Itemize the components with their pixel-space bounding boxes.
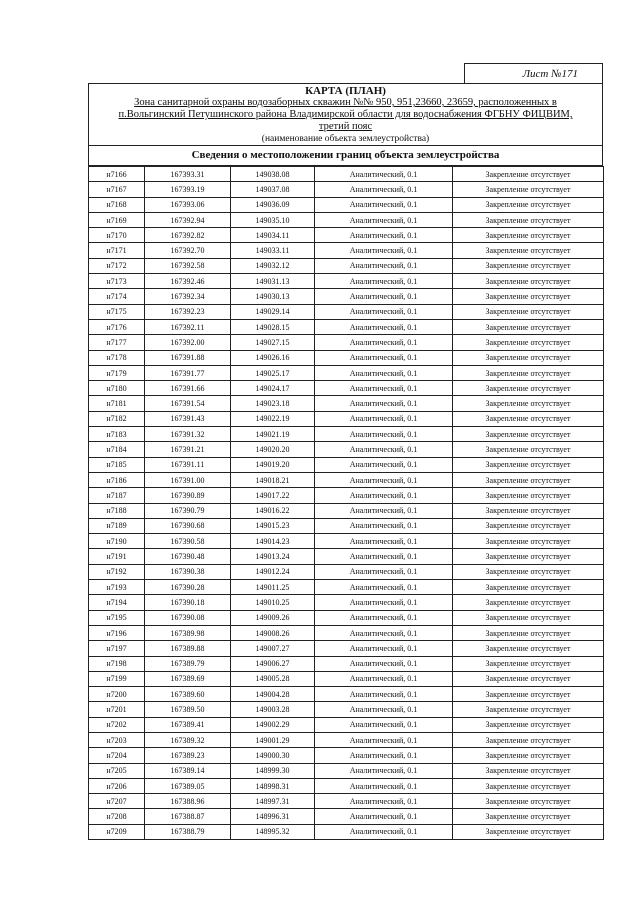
x-coordinate-cell: 167389.23 [145, 748, 231, 763]
method-accuracy-cell: Аналитический, 0.1 [315, 396, 453, 411]
x-coordinate-cell: 167389.98 [145, 625, 231, 640]
marking-description-cell: Закрепление отсутствует [453, 442, 604, 457]
table-row [89, 457, 604, 472]
table-row [89, 549, 604, 564]
x-coordinate-cell: 167390.38 [145, 564, 231, 579]
y-coordinate-cell: 149017.22 [231, 488, 315, 503]
y-coordinate-cell: 148998.31 [231, 778, 315, 793]
point-name-cell: н7185 [89, 457, 145, 472]
x-coordinate-cell: 167389.88 [145, 641, 231, 656]
method-accuracy-cell: Аналитический, 0.1 [315, 549, 453, 564]
sheet-number: Лист №171 [464, 63, 603, 84]
point-name-cell: н7168 [89, 197, 145, 212]
point-name-cell: н7205 [89, 763, 145, 778]
y-coordinate-cell: 149023.18 [231, 396, 315, 411]
marking-description-cell: Закрепление отсутствует [453, 778, 604, 793]
method-accuracy-cell: Аналитический, 0.1 [315, 167, 453, 182]
point-name-cell: н7203 [89, 732, 145, 747]
table-row [89, 625, 604, 640]
marking-description-cell: Закрепление отсутствует [453, 702, 604, 717]
y-coordinate-cell: 149002.29 [231, 717, 315, 732]
marking-description-cell: Закрепление отсутствует [453, 335, 604, 350]
method-accuracy-cell: Аналитический, 0.1 [315, 641, 453, 656]
y-coordinate-cell: 149016.22 [231, 503, 315, 518]
x-coordinate-cell: 167391.54 [145, 396, 231, 411]
point-name-cell: н7183 [89, 427, 145, 442]
table-row [89, 641, 604, 656]
point-name-cell: н7170 [89, 228, 145, 243]
y-coordinate-cell: 149007.27 [231, 641, 315, 656]
table-row [89, 809, 604, 824]
table-row [89, 228, 604, 243]
method-accuracy-cell: Аналитический, 0.1 [315, 411, 453, 426]
y-coordinate-cell: 149031.13 [231, 274, 315, 289]
marking-description-cell: Закрепление отсутствует [453, 197, 604, 212]
marking-description-cell: Закрепление отсутствует [453, 625, 604, 640]
method-accuracy-cell: Аналитический, 0.1 [315, 580, 453, 595]
point-name-cell: н7188 [89, 503, 145, 518]
point-name-cell: н7173 [89, 274, 145, 289]
y-coordinate-cell: 149018.21 [231, 472, 315, 487]
x-coordinate-cell: 167389.79 [145, 656, 231, 671]
table-row [89, 212, 604, 227]
y-coordinate-cell: 149001.29 [231, 732, 315, 747]
x-coordinate-cell: 167391.21 [145, 442, 231, 457]
method-accuracy-cell: Аналитический, 0.1 [315, 702, 453, 717]
y-coordinate-cell: 149035.10 [231, 212, 315, 227]
y-coordinate-cell: 149038.08 [231, 167, 315, 182]
method-accuracy-cell: Аналитический, 0.1 [315, 182, 453, 197]
method-accuracy-cell: Аналитический, 0.1 [315, 304, 453, 319]
table-row [89, 319, 604, 334]
marking-description-cell: Закрепление отсутствует [453, 748, 604, 763]
point-name-cell: н7194 [89, 595, 145, 610]
y-coordinate-cell: 149024.17 [231, 381, 315, 396]
method-accuracy-cell: Аналитический, 0.1 [315, 289, 453, 304]
table-row [89, 350, 604, 365]
point-name-cell: н7196 [89, 625, 145, 640]
y-coordinate-cell: 149036.09 [231, 197, 315, 212]
method-accuracy-cell: Аналитический, 0.1 [315, 212, 453, 227]
y-coordinate-cell: 149003.28 [231, 702, 315, 717]
marking-description-cell: Закрепление отсутствует [453, 534, 604, 549]
method-accuracy-cell: Аналитический, 0.1 [315, 319, 453, 334]
table-row [89, 518, 604, 533]
document-title: КАРТА (ПЛАН) [305, 85, 386, 97]
table-row [89, 748, 604, 763]
point-name-cell: н7200 [89, 687, 145, 702]
method-accuracy-cell: Аналитический, 0.1 [315, 228, 453, 243]
marking-description-cell: Закрепление отсутствует [453, 595, 604, 610]
point-name-cell: н7197 [89, 641, 145, 656]
point-name-cell: н7208 [89, 809, 145, 824]
table-row [89, 656, 604, 671]
table-row [89, 732, 604, 747]
x-coordinate-cell: 167390.79 [145, 503, 231, 518]
x-coordinate-cell: 167393.31 [145, 167, 231, 182]
marking-description-cell: Закрепление отсутствует [453, 381, 604, 396]
point-name-cell: н7180 [89, 381, 145, 396]
marking-description-cell: Закрепление отсутствует [453, 243, 604, 258]
method-accuracy-cell: Аналитический, 0.1 [315, 488, 453, 503]
x-coordinate-cell: 167389.60 [145, 687, 231, 702]
y-coordinate-cell: 149034.11 [231, 228, 315, 243]
marking-description-cell: Закрепление отсутствует [453, 824, 604, 839]
x-coordinate-cell: 167390.89 [145, 488, 231, 503]
x-coordinate-cell: 167393.06 [145, 197, 231, 212]
method-accuracy-cell: Аналитический, 0.1 [315, 457, 453, 472]
point-name-cell: н7193 [89, 580, 145, 595]
marking-description-cell: Закрепление отсутствует [453, 687, 604, 702]
marking-description-cell: Закрепление отсутствует [453, 274, 604, 289]
method-accuracy-cell: Аналитический, 0.1 [315, 809, 453, 824]
y-coordinate-cell: 149004.28 [231, 687, 315, 702]
method-accuracy-cell: Аналитический, 0.1 [315, 794, 453, 809]
x-coordinate-cell: 167389.41 [145, 717, 231, 732]
method-accuracy-cell: Аналитический, 0.1 [315, 243, 453, 258]
x-coordinate-cell: 167391.77 [145, 365, 231, 380]
boundary-points-table [88, 166, 604, 840]
x-coordinate-cell: 167393.19 [145, 182, 231, 197]
marking-description-cell: Закрепление отсутствует [453, 411, 604, 426]
point-name-cell: н7182 [89, 411, 145, 426]
marking-description-cell: Закрепление отсутствует [453, 304, 604, 319]
table-row [89, 763, 604, 778]
method-accuracy-cell: Аналитический, 0.1 [315, 258, 453, 273]
x-coordinate-cell: 167392.00 [145, 335, 231, 350]
x-coordinate-cell: 167392.82 [145, 228, 231, 243]
marking-description-cell: Закрепление отсутствует [453, 319, 604, 334]
x-coordinate-cell: 167389.69 [145, 671, 231, 686]
point-name-cell: н7171 [89, 243, 145, 258]
marking-description-cell: Закрепление отсутствует [453, 289, 604, 304]
table-row [89, 488, 604, 503]
y-coordinate-cell: 149019.20 [231, 457, 315, 472]
point-name-cell: н7204 [89, 748, 145, 763]
table-row [89, 534, 604, 549]
table-row [89, 289, 604, 304]
table-row [89, 503, 604, 518]
y-coordinate-cell: 149029.14 [231, 304, 315, 319]
method-accuracy-cell: Аналитический, 0.1 [315, 442, 453, 457]
object-caption: (наименование объекта землеустройства) [261, 134, 430, 144]
point-name-cell: н7209 [89, 824, 145, 839]
table-row [89, 564, 604, 579]
table-row [89, 381, 604, 396]
marking-description-cell: Закрепление отсутствует [453, 472, 604, 487]
method-accuracy-cell: Аналитический, 0.1 [315, 748, 453, 763]
method-accuracy-cell: Аналитический, 0.1 [315, 687, 453, 702]
table-row [89, 411, 604, 426]
x-coordinate-cell: 167391.66 [145, 381, 231, 396]
point-name-cell: н7179 [89, 365, 145, 380]
table-row [89, 442, 604, 457]
marking-description-cell: Закрепление отсутствует [453, 564, 604, 579]
point-name-cell: н7198 [89, 656, 145, 671]
y-coordinate-cell: 149037.08 [231, 182, 315, 197]
y-coordinate-cell: 149027.15 [231, 335, 315, 350]
marking-description-cell: Закрепление отсутствует [453, 717, 604, 732]
y-coordinate-cell: 149025.17 [231, 365, 315, 380]
table-row [89, 396, 604, 411]
marking-description-cell: Закрепление отсутствует [453, 258, 604, 273]
x-coordinate-cell: 167388.79 [145, 824, 231, 839]
y-coordinate-cell: 148999.30 [231, 763, 315, 778]
point-name-cell: н7167 [89, 182, 145, 197]
table-row [89, 197, 604, 212]
section-title: Сведения о местоположении границ объекта землеустройства [88, 146, 603, 166]
table-row [89, 427, 604, 442]
point-name-cell: н7172 [89, 258, 145, 273]
marking-description-cell: Закрепление отсутствует [453, 610, 604, 625]
y-coordinate-cell: 149026.16 [231, 350, 315, 365]
marking-description-cell: Закрепление отсутствует [453, 809, 604, 824]
point-name-cell: н7206 [89, 778, 145, 793]
x-coordinate-cell: 167390.28 [145, 580, 231, 595]
y-coordinate-cell: 149005.28 [231, 671, 315, 686]
method-accuracy-cell: Аналитический, 0.1 [315, 656, 453, 671]
table-row [89, 335, 604, 350]
x-coordinate-cell: 167392.58 [145, 258, 231, 273]
y-coordinate-cell: 149008.26 [231, 625, 315, 640]
table-row [89, 243, 604, 258]
x-coordinate-cell: 167391.88 [145, 350, 231, 365]
marking-description-cell: Закрепление отсутствует [453, 457, 604, 472]
method-accuracy-cell: Аналитический, 0.1 [315, 824, 453, 839]
x-coordinate-cell: 167390.08 [145, 610, 231, 625]
method-accuracy-cell: Аналитический, 0.1 [315, 518, 453, 533]
x-coordinate-cell: 167389.32 [145, 732, 231, 747]
marking-description-cell: Закрепление отсутствует [453, 427, 604, 442]
object-description-line-3: третий пояс [318, 121, 373, 132]
point-name-cell: н7174 [89, 289, 145, 304]
y-coordinate-cell: 149022.19 [231, 411, 315, 426]
marking-description-cell: Закрепление отсутствует [453, 228, 604, 243]
marking-description-cell: Закрепление отсутствует [453, 794, 604, 809]
y-coordinate-cell: 149009.26 [231, 610, 315, 625]
x-coordinate-cell: 167388.87 [145, 809, 231, 824]
x-coordinate-cell: 167391.43 [145, 411, 231, 426]
marking-description-cell: Закрепление отсутствует [453, 518, 604, 533]
method-accuracy-cell: Аналитический, 0.1 [315, 778, 453, 793]
point-name-cell: н7192 [89, 564, 145, 579]
marking-description-cell: Закрепление отсутствует [453, 641, 604, 656]
point-name-cell: н7169 [89, 212, 145, 227]
point-name-cell: н7166 [89, 167, 145, 182]
point-name-cell: н7177 [89, 335, 145, 350]
y-coordinate-cell: 149021.19 [231, 427, 315, 442]
method-accuracy-cell: Аналитический, 0.1 [315, 763, 453, 778]
y-coordinate-cell: 149028.15 [231, 319, 315, 334]
table-row [89, 717, 604, 732]
marking-description-cell: Закрепление отсутствует [453, 549, 604, 564]
marking-description-cell: Закрепление отсутствует [453, 212, 604, 227]
y-coordinate-cell: 149013.24 [231, 549, 315, 564]
marking-description-cell: Закрепление отсутствует [453, 396, 604, 411]
y-coordinate-cell: 149032.12 [231, 258, 315, 273]
document-header [88, 83, 603, 146]
x-coordinate-cell: 167390.68 [145, 518, 231, 533]
method-accuracy-cell: Аналитический, 0.1 [315, 595, 453, 610]
marking-description-cell: Закрепление отсутствует [453, 732, 604, 747]
marking-description-cell: Закрепление отсутствует [453, 580, 604, 595]
object-description-line-2: п.Вольгинский Петушинского района Владимирской области для водоснабжения ФГБНУ ФИЦВИМ, [118, 109, 573, 120]
method-accuracy-cell: Аналитический, 0.1 [315, 625, 453, 640]
method-accuracy-cell: Аналитический, 0.1 [315, 717, 453, 732]
x-coordinate-cell: 167389.50 [145, 702, 231, 717]
method-accuracy-cell: Аналитический, 0.1 [315, 427, 453, 442]
table-row [89, 778, 604, 793]
point-name-cell: н7201 [89, 702, 145, 717]
point-name-cell: н7207 [89, 794, 145, 809]
object-description-line-1: Зона санитарной охраны водозаборных скважин №№ 950, 951,23660, 23659, расположенных в [134, 97, 557, 108]
marking-description-cell: Закрепление отсутствует [453, 503, 604, 518]
method-accuracy-cell: Аналитический, 0.1 [315, 350, 453, 365]
x-coordinate-cell: 167392.94 [145, 212, 231, 227]
point-name-cell: н7181 [89, 396, 145, 411]
method-accuracy-cell: Аналитический, 0.1 [315, 564, 453, 579]
y-coordinate-cell: 149011.25 [231, 580, 315, 595]
x-coordinate-cell: 167391.11 [145, 457, 231, 472]
method-accuracy-cell: Аналитический, 0.1 [315, 732, 453, 747]
table-row [89, 258, 604, 273]
table-row [89, 671, 604, 686]
method-accuracy-cell: Аналитический, 0.1 [315, 534, 453, 549]
marking-description-cell: Закрепление отсутствует [453, 656, 604, 671]
y-coordinate-cell: 149012.24 [231, 564, 315, 579]
method-accuracy-cell: Аналитический, 0.1 [315, 197, 453, 212]
method-accuracy-cell: Аналитический, 0.1 [315, 472, 453, 487]
point-name-cell: н7187 [89, 488, 145, 503]
point-name-cell: н7189 [89, 518, 145, 533]
method-accuracy-cell: Аналитический, 0.1 [315, 365, 453, 380]
marking-description-cell: Закрепление отсутствует [453, 350, 604, 365]
table-body [89, 167, 604, 840]
y-coordinate-cell: 148995.32 [231, 824, 315, 839]
point-name-cell: н7195 [89, 610, 145, 625]
table-row [89, 824, 604, 839]
point-name-cell: н7191 [89, 549, 145, 564]
method-accuracy-cell: Аналитический, 0.1 [315, 274, 453, 289]
y-coordinate-cell: 149000.30 [231, 748, 315, 763]
x-coordinate-cell: 167392.34 [145, 289, 231, 304]
x-coordinate-cell: 167392.70 [145, 243, 231, 258]
table-row [89, 472, 604, 487]
y-coordinate-cell: 148997.31 [231, 794, 315, 809]
method-accuracy-cell: Аналитический, 0.1 [315, 671, 453, 686]
x-coordinate-cell: 167390.58 [145, 534, 231, 549]
x-coordinate-cell: 167392.11 [145, 319, 231, 334]
x-coordinate-cell: 167391.32 [145, 427, 231, 442]
x-coordinate-cell: 167391.00 [145, 472, 231, 487]
marking-description-cell: Закрепление отсутствует [453, 167, 604, 182]
table-row [89, 182, 604, 197]
marking-description-cell: Закрепление отсутствует [453, 671, 604, 686]
table-row [89, 687, 604, 702]
table-row [89, 274, 604, 289]
method-accuracy-cell: Аналитический, 0.1 [315, 381, 453, 396]
y-coordinate-cell: 149006.27 [231, 656, 315, 671]
x-coordinate-cell: 167392.46 [145, 274, 231, 289]
marking-description-cell: Закрепление отсутствует [453, 365, 604, 380]
x-coordinate-cell: 167388.96 [145, 794, 231, 809]
y-coordinate-cell: 149014.23 [231, 534, 315, 549]
table-row [89, 304, 604, 319]
table-row [89, 595, 604, 610]
table-row [89, 365, 604, 380]
method-accuracy-cell: Аналитический, 0.1 [315, 503, 453, 518]
table-row [89, 167, 604, 182]
y-coordinate-cell: 149010.25 [231, 595, 315, 610]
marking-description-cell: Закрепление отсутствует [453, 763, 604, 778]
point-name-cell: н7202 [89, 717, 145, 732]
method-accuracy-cell: Аналитический, 0.1 [315, 610, 453, 625]
marking-description-cell: Закрепление отсутствует [453, 488, 604, 503]
method-accuracy-cell: Аналитический, 0.1 [315, 335, 453, 350]
table-row [89, 794, 604, 809]
marking-description-cell: Закрепление отсутствует [453, 182, 604, 197]
table-row [89, 610, 604, 625]
table-row [89, 580, 604, 595]
x-coordinate-cell: 167389.14 [145, 763, 231, 778]
table-row [89, 702, 604, 717]
x-coordinate-cell: 167390.18 [145, 595, 231, 610]
x-coordinate-cell: 167390.48 [145, 549, 231, 564]
point-name-cell: н7176 [89, 319, 145, 334]
y-coordinate-cell: 149015.23 [231, 518, 315, 533]
point-name-cell: н7186 [89, 472, 145, 487]
y-coordinate-cell: 149030.13 [231, 289, 315, 304]
point-name-cell: н7184 [89, 442, 145, 457]
point-name-cell: н7190 [89, 534, 145, 549]
x-coordinate-cell: 167392.23 [145, 304, 231, 319]
point-name-cell: н7178 [89, 350, 145, 365]
point-name-cell: н7199 [89, 671, 145, 686]
y-coordinate-cell: 148996.31 [231, 809, 315, 824]
y-coordinate-cell: 149020.20 [231, 442, 315, 457]
point-name-cell: н7175 [89, 304, 145, 319]
x-coordinate-cell: 167389.05 [145, 778, 231, 793]
y-coordinate-cell: 149033.11 [231, 243, 315, 258]
